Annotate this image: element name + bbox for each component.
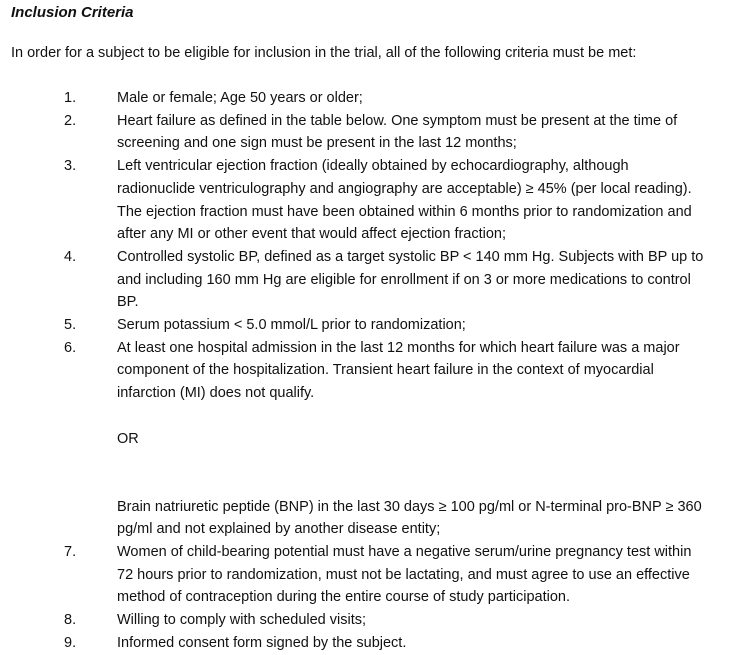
criteria-item-5 [0,314,707,337]
item-text: Willing to comply with scheduled visits; [117,612,367,629]
item-text: Serum potassium < 5.0 mmol/L prior to randomization; [117,317,466,334]
criteria-item-7 [0,541,707,609]
item-number: 5. [64,317,77,334]
criteria-item-1 [0,87,707,110]
item-text: Heart failure as defined in the table below. One symptom must be present at the time of screening and one sign must be present in the last 12 months; [117,112,678,152]
item-text: Controlled systolic BP, defined as a target systolic BP < 140 mm Hg. Subjects with BP up to and including 160 mm Hg are eligible for enrollment if on 3 or more medications to control BP. [117,248,704,311]
criteria-item-6 [0,337,707,541]
item-text: At least one hospital admission in the last 12 months for which heart failure was a major component of the hospitalization. Transient heart failure in the context of myocardial infarction (MI) does not qualify. [117,339,680,402]
item-number: 6. [64,339,77,356]
item-number: 3. [64,158,77,175]
item-number: 8. [64,612,77,629]
item-text: Male or female; Age 50 years or older; [117,90,363,106]
or-label: OR [117,430,139,447]
criteria-list [0,87,743,655]
criteria-item-3 [0,155,707,246]
item-alt-text: Brain natriuretic peptide (BNP) in the last 30 days ≥ 100 pg/ml or N-terminal pro-BNP ≥ 360 pg/ml and not explained by another disease entity; [117,498,702,538]
item-text: Women of child-bearing potential must have a negative serum/urine pregnancy test within 72 hours prior to randomization, must not be lactating, and must agree to use an effective method of contraception during the entire course of study participation. [117,544,692,606]
item-number: 2. [64,112,77,129]
item-text: Informed consent form signed by the subject. [117,634,407,651]
item-text: Left ventricular ejection fraction (ideally obtained by echocardiography, although radionuclide ventriculography and angiography are acceptable) ≥ 45% (per local reading). The ejection fraction must have been obtained within 6 months prior to randomization and after any MI or other event that would affect ejection fraction; [117,158,692,243]
item-number: 4. [64,248,77,265]
item-number: 9. [64,634,77,651]
criteria-item-2 [0,110,707,155]
blank-line [117,405,707,428]
criteria-item-4 [0,246,707,314]
intro-paragraph: In order for a subject to be eligible for inclusion in the trial, all of the following criteria must be met: [11,45,637,61]
section-heading: Inclusion Criteria [11,4,134,21]
criteria-item-9 [0,632,707,655]
item-number: 1. [64,90,77,106]
blank-line [117,450,707,473]
item-number: 7. [64,544,77,561]
blank-line [117,473,707,496]
criteria-item-8 [0,609,707,632]
